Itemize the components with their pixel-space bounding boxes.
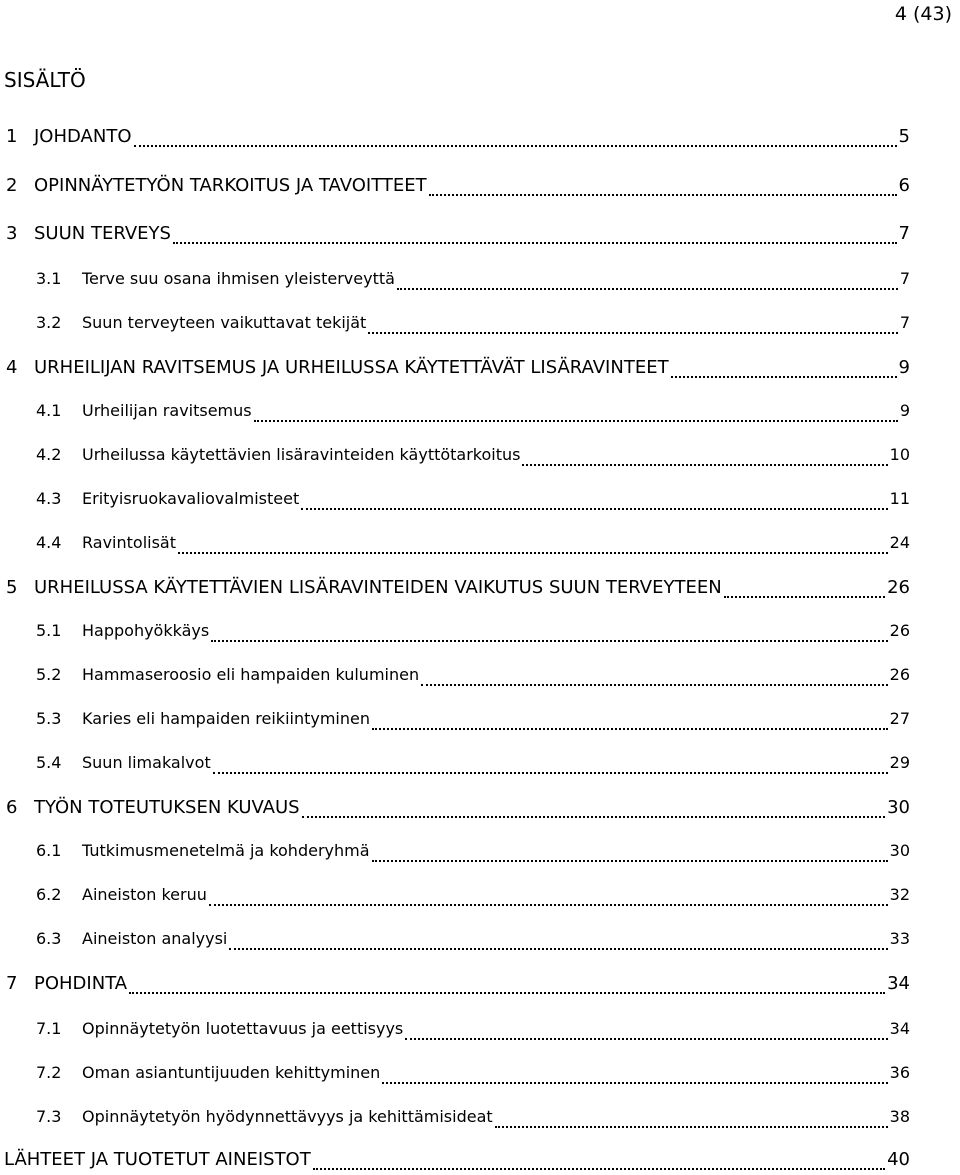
toc-leader-dots [397,288,898,290]
toc-leader-dots [368,332,898,334]
toc-entry-page: 6 [898,175,910,196]
toc-leader-dots [134,145,897,147]
toc-entry[interactable] [36,313,910,339]
toc-entry[interactable] [36,1063,910,1089]
toc-entry-number: 7.1 [36,1019,62,1038]
toc-entry[interactable] [36,665,910,691]
page-title: SISÄLTÖ [4,68,86,92]
toc-entry-number: 7.2 [36,1063,62,1082]
toc-entry-label: Ravintolisät [82,533,176,552]
toc-entry-page: 11 [889,489,910,508]
toc-entry-label: Urheilijan ravitsemus [82,401,252,420]
toc-entry[interactable] [36,445,910,471]
toc-entry-page: 10 [889,445,910,464]
toc-entry-page: 40 [887,1149,910,1170]
toc-leader-dots [724,596,885,598]
toc-leader-dots [229,948,887,950]
toc-entry-label: Oman asiantuntijuuden kehittyminen [82,1063,381,1082]
toc-leader-dots [173,242,897,244]
toc-entry-number: 4.4 [36,533,62,552]
toc-entry-label: URHEILUSSA KÄYTETTÄVIEN LISÄRAVINTEIDEN VAIKUTUS SUUN TERVEYTEEN [34,577,722,598]
toc-leader-dots [313,1168,885,1170]
toc-entry[interactable] [36,885,910,911]
toc-entry-number: 5.4 [36,753,62,772]
toc-leader-dots [301,508,887,510]
toc-entry-number: 6.3 [36,929,62,948]
toc-leader-dots [129,992,885,994]
toc-entry-number: 6.1 [36,841,62,860]
toc-entry[interactable] [6,973,910,999]
toc-leader-dots [302,816,885,818]
toc-leader-dots [211,640,887,642]
toc-entry-number: 4.1 [36,401,62,420]
toc-entry-label: POHDINTA [34,973,128,994]
toc-entry-number: 7 [6,973,18,994]
toc-entry-page: 27 [889,709,910,728]
toc-leader-dots [372,860,888,862]
toc-entry-page: 26 [887,577,910,598]
toc-entry-page: 38 [889,1107,910,1126]
toc-entry-number: 5.3 [36,709,62,728]
toc-entry-number: 7.3 [36,1107,62,1126]
toc-leader-dots [522,464,887,466]
toc-entry-number: 4.3 [36,489,62,508]
toc-entry-page: 9 [899,401,910,420]
toc-entry-label: Erityisruokavaliovalmisteet [82,489,300,508]
toc-entry-label: OPINNÄYTETYÖN TARKOITUS JA TAVOITTEET [34,175,427,196]
toc-entry-page: 36 [889,1063,910,1082]
toc-entry[interactable] [4,1149,910,1175]
toc-entry-number: 4.2 [36,445,62,464]
toc-entry-page: 33 [889,929,910,948]
toc-entry-label: Suun limakalvot [82,753,211,772]
toc-entry-number: 5.1 [36,621,62,640]
toc-entry-label: Opinnäytetyön hyödynnettävyys ja kehittämisideat [82,1107,493,1126]
toc-entry-number: 3 [6,223,18,244]
toc-entry-label: JOHDANTO [34,126,132,147]
toc-entry-label: Karies eli hampaiden reikiintyminen [82,709,370,728]
toc-entry-label: Hammaseroosio eli hampaiden kuluminen [82,665,420,684]
toc-entry[interactable] [36,401,910,427]
toc-entry-page: 32 [889,885,910,904]
toc-leader-dots [421,684,888,686]
toc-entry-page: 30 [889,841,910,860]
toc-leader-dots [382,1082,887,1084]
toc-entry-label: Terve suu osana ihmisen yleisterveyttä [82,269,395,288]
toc-leader-dots [213,772,888,774]
toc-leader-dots [209,904,888,906]
toc-leader-dots [372,728,888,730]
toc-entry-page: 9 [898,357,910,378]
toc-entry-label: URHEILIJAN RAVITSEMUS JA URHEILUSSA KÄYTETTÄVÄT LISÄRAVINTEET [34,357,669,378]
toc-leader-dots [495,1126,888,1128]
toc-leader-dots [405,1038,887,1040]
page-number: 4 (43) [894,3,952,25]
toc-entry-page: 34 [887,973,910,994]
toc-entry-number: 1 [6,126,18,147]
toc-entry-label: Suun terveyteen vaikuttavat tekijät [82,313,367,332]
toc-entry-page: 30 [887,797,910,818]
toc-entry-page: 26 [889,621,910,640]
toc-entry-label: Urheilussa käytettävien lisäravinteiden käyttötarkoitus [82,445,521,464]
toc-entry-page: 5 [898,126,910,147]
toc-entry-label: Happohyökkäys [82,621,210,640]
toc-entry-label: Opinnäytetyön luotettavuus ja eettisyys [82,1019,404,1038]
toc-entry[interactable] [6,126,910,152]
toc-entry-number: 2 [6,175,18,196]
toc-entry-number: 4 [6,357,18,378]
toc-entry[interactable] [36,1019,910,1045]
toc-entry-page: 34 [889,1019,910,1038]
toc-entry[interactable] [36,489,910,515]
toc-entry-page: 29 [889,753,910,772]
toc-entry-number: 6 [6,797,18,818]
toc-entry[interactable] [6,797,910,823]
toc-entry-page: 7 [898,223,910,244]
toc-entry-label: Aineiston keruu [82,885,207,904]
toc-entry[interactable] [6,223,910,249]
toc-entry[interactable] [6,577,910,603]
toc-entry[interactable] [36,269,910,295]
toc-entry-number: 3.2 [36,313,62,332]
toc-entry[interactable] [36,533,910,559]
toc-entry-label: SUUN TERVEYS [34,223,171,244]
toc-entry-label: Tutkimusmenetelmä ja kohderyhmä [82,841,370,860]
toc-entry-page: 7 [899,269,910,288]
toc-entry[interactable] [36,753,910,779]
toc-entry-number: 5 [6,577,18,598]
toc-entry[interactable] [36,841,910,867]
toc-entry-number: 3.1 [36,269,62,288]
toc-entry-number: 6.2 [36,885,62,904]
toc-entry[interactable] [36,709,910,735]
toc-leader-dots [254,420,898,422]
toc-entry-label: LÄHTEET JA TUOTETUT AINEISTOT [4,1149,311,1170]
toc-entry[interactable] [36,929,910,955]
toc-leader-dots [671,376,897,378]
toc-entry-label: TYÖN TOTEUTUKSEN KUVAUS [34,797,300,818]
toc-entry-page: 24 [889,533,910,552]
toc-entry-page: 7 [899,313,910,332]
toc-entry-label: Aineiston analyysi [82,929,228,948]
toc-entry[interactable] [36,621,910,647]
toc-entry[interactable] [6,357,910,383]
toc-entry-page: 26 [889,665,910,684]
toc-entry[interactable] [36,1107,910,1133]
toc-leader-dots [178,552,888,554]
toc-entry-number: 5.2 [36,665,62,684]
toc-leader-dots [429,194,897,196]
toc-entry[interactable] [6,175,910,201]
